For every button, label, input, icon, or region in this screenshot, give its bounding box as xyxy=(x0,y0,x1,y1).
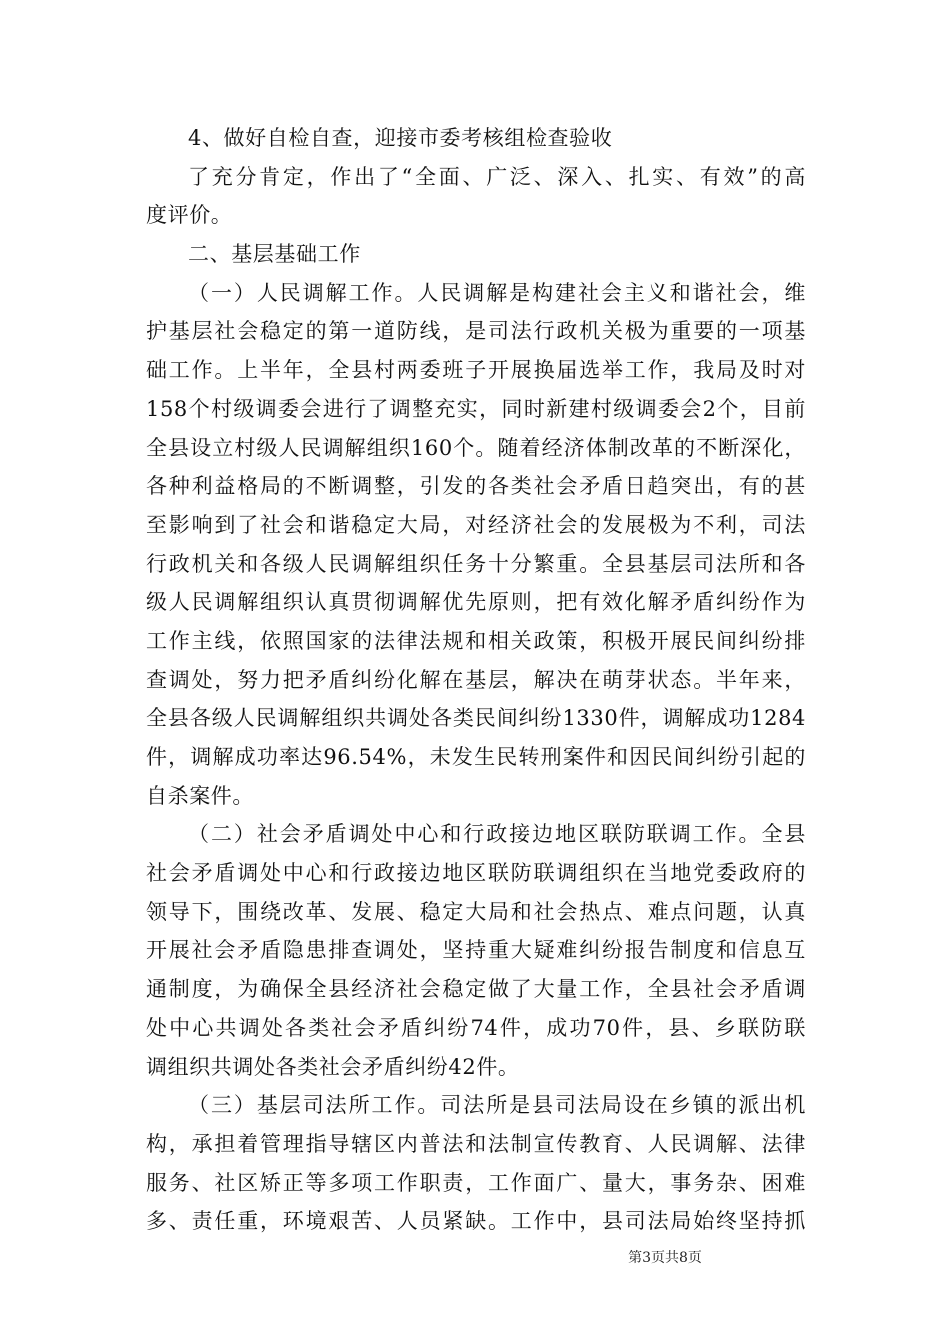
text-line: 各种利益格局的不断调整，引发的各类社会矛盾日趋突出，有的甚 xyxy=(146,474,806,499)
text-line: 全县设立村级人民调解组织160个。随着经济体制改革的不断深化， xyxy=(146,435,806,460)
text-line: 工作主线，依照国家的法律法规和相关政策，积极开展民间纠纷排 xyxy=(146,628,806,653)
text-line: 4、做好自检自查，迎接市委考核组检查验收 xyxy=(188,126,613,150)
text-line: 件，调解成功率达96.54%，未发生民转刑案件和因民间纠纷引起的 xyxy=(146,745,806,769)
text-line: 构，承担着管理指导辖区内普法和法制宣传教育、人民调解、法律 xyxy=(146,1131,806,1156)
text-line: 护基层社会稳定的第一道防线，是司法行政机关极为重要的一项基 xyxy=(146,319,806,344)
text-line: 处中心共调处各类社会矛盾纠纷74件，成功70件，县、乡联防联 xyxy=(146,1015,806,1040)
text-line: （三）基层司法所工作。司法所是县司法局设在乡镇的派出机 xyxy=(188,1093,806,1118)
text-line: 社会矛盾调处中心和行政接边地区联防联调组织在当地党委政府的 xyxy=(146,861,806,886)
text-line: 开展社会矛盾隐患排查调处，坚持重大疑难纠纷报告制度和信息互 xyxy=(146,938,806,963)
text-line: 础工作。上半年，全县村两委班子开展换届选举工作，我局及时对 xyxy=(146,358,806,383)
text-line: 多、责任重，环境艰苦、人员紧缺。工作中，县司法局始终坚持抓 xyxy=(146,1209,806,1234)
text-line: 通制度，为确保全县经济社会稳定做了大量工作，全县社会矛盾调 xyxy=(146,977,806,1002)
text-line: 全县各级人民调解组织共调处各类民间纠纷1330件，调解成功1284 xyxy=(146,706,806,731)
text-line: 度评价。 xyxy=(146,203,233,228)
text-line: 行政机关和各级人民调解组织任务十分繁重。全县基层司法所和各 xyxy=(146,551,806,576)
text-line: 二、基层基础工作 xyxy=(188,242,361,267)
text-line: （二）社会矛盾调处中心和行政接边地区联防联调工作。全县 xyxy=(188,822,806,847)
text-line: 服务、社区矫正等多项工作职责，工作面广、量大，事务杂、困难 xyxy=(146,1170,806,1195)
text-line: 查调处，努力把矛盾纠纷化解在基层，解决在萌芽状态。半年来， xyxy=(146,667,806,692)
page-number: 第3页共8页 xyxy=(628,1250,702,1266)
text-line: 了充分肯定，作出了“全面、广泛、深入、扎实、有效”的高 xyxy=(188,164,806,189)
text-line: 158个村级调委会进行了调整充实，同时新建村级调委会2个，目前 xyxy=(146,396,806,421)
text-line: 级人民调解组织认真贯彻调解优先原则，把有效化解矛盾纠纷作为 xyxy=(146,590,806,615)
text-line: 自杀案件。 xyxy=(146,783,254,808)
text-line: 调组织共调处各类社会矛盾纠纷42件。 xyxy=(146,1054,520,1079)
document-body xyxy=(146,119,806,1241)
text-line: 至影响到了社会和谐稳定大局，对经济社会的发展极为不利，司法 xyxy=(146,512,806,537)
text-line: 领导下，围绕改革、发展、稳定大局和社会热点、难点问题，认真 xyxy=(146,899,806,924)
text-line: （一）人民调解工作。人民调解是构建社会主义和谐社会，维 xyxy=(188,280,806,305)
